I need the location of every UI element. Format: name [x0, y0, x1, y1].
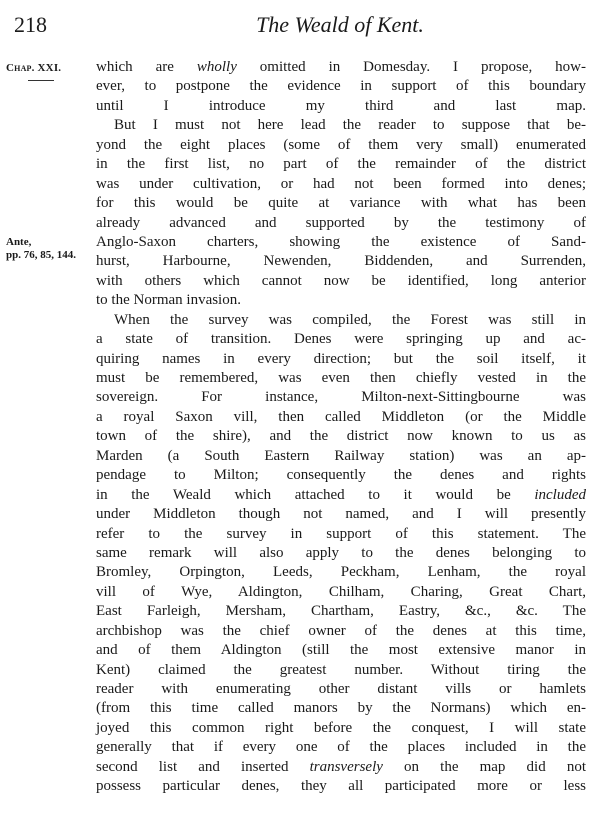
text-line: [96, 116, 586, 135]
text-line: [96, 272, 586, 291]
text-line: [96, 369, 586, 388]
text-line: [96, 97, 586, 116]
text-line: [96, 58, 586, 77]
text-line-segment: Marden (a South Eastern Railway station) was an ap-: [96, 447, 586, 464]
text-line-segment: When the survey was compiled, the Forest was still in: [114, 311, 586, 328]
body-text: [96, 58, 586, 797]
text-line-segment: hurst, Harbourne, Newenden, Biddenden, and Surrenden,: [96, 253, 586, 270]
text-line-segment: (from this time called manors by the Normans) which en-: [96, 700, 586, 717]
ante-margin-note: [6, 236, 90, 262]
text-line-segment: in the first list, no part of the remainder of the district: [96, 156, 586, 173]
text-line: [96, 602, 586, 621]
text-line: [96, 155, 586, 174]
text-line: [96, 330, 586, 349]
text-line-segment: a state of transition. Denes were springing up and ac-: [96, 331, 586, 348]
text-line-segment: joyed this common right before the conquest, I will state: [96, 719, 586, 736]
text-line-segment: under Middleton though not named, and I will presently: [96, 506, 586, 523]
chapter-margin-note: Chap. XXI.: [6, 62, 62, 74]
text-line: [96, 563, 586, 582]
text-line: [96, 777, 586, 796]
text-line: [96, 350, 586, 369]
text-line-segment: quiring names in every direction; but the soil itself, it: [96, 350, 586, 367]
text-line: [96, 758, 586, 777]
text-line: [96, 583, 586, 602]
italic-word: transversely: [309, 758, 383, 775]
text-line: [96, 388, 586, 407]
text-line: [96, 77, 586, 96]
chapter-rule-divider: [28, 80, 54, 81]
text-line-segment: already advanced and supported by the testimony of: [96, 214, 586, 231]
text-line: [96, 447, 586, 466]
italic-word: included: [534, 486, 586, 503]
text-line-segment: with others which cannot now be identified, long anterior: [96, 272, 586, 289]
text-line: [96, 622, 586, 641]
text-line: [96, 408, 586, 427]
text-line: [96, 311, 586, 330]
text-line: [96, 699, 586, 718]
text-line-segment: for this would be quite at variance with what has been: [96, 195, 586, 212]
text-line-segment: a royal Saxon vill, then called Middleton (or the Middle: [96, 408, 586, 425]
text-line: [96, 214, 586, 233]
text-line: [96, 505, 586, 524]
ante-margin-line-2: pp. 76, 85, 144.: [6, 249, 76, 261]
text-line-segment: generally that if every one of the places included in the: [96, 739, 586, 756]
text-line-segment: East Farleigh, Mersham, Chartham, Eastry, &c., &c. The: [96, 603, 586, 620]
text-line-segment: pendage to Milton; consequently the denes and rights: [96, 467, 586, 484]
text-line-segment: archbishop was the chief owner of the denes at this time,: [96, 622, 586, 639]
text-line-segment: Kent) claimed the greatest number. Without tiring the: [96, 661, 586, 678]
text-line-segment: vill of Wye, Aldington, Chilham, Charing, Great Chart,: [96, 583, 586, 600]
text-line-segment: But I must not here lead the reader to suppose that be-: [114, 117, 586, 134]
text-line-segment: sovereign. For instance, Milton-next-Sittingbourne was: [96, 389, 586, 406]
text-line-segment: yond the eight places (some of them very small) enumerated: [96, 136, 586, 153]
text-line: [96, 661, 586, 680]
text-line: [96, 525, 586, 544]
running-title: The Weald of Kent.: [256, 12, 424, 37]
text-line: [96, 175, 586, 194]
text-line: [96, 136, 586, 155]
text-line: [96, 641, 586, 660]
text-line-segment: town of the shire), and the district now known to us as: [96, 428, 586, 445]
text-line: [96, 738, 586, 757]
text-line-segment: which are: [96, 59, 197, 75]
text-line: [96, 194, 586, 213]
ante-margin-line-1: Ante,: [6, 236, 32, 248]
text-line-segment: until I introduce my third and last map.: [96, 97, 586, 114]
text-line-segment: ever, to postpone the evidence in support of this boundary: [96, 78, 586, 95]
text-line: [96, 719, 586, 738]
text-line-segment: in the Weald which attached to it would be: [96, 486, 535, 503]
text-line-segment: second list and inserted: [96, 758, 310, 775]
page-number: 218: [14, 12, 47, 37]
text-line-segment: must be remembered, was even then chiefly vested in the: [96, 370, 586, 386]
text-line: [96, 427, 586, 446]
text-line-segment: and of them Aldington (still the most extensive manor in: [96, 642, 586, 659]
text-line-segment: reader with enumerating other distant vills or hamlets: [96, 681, 586, 697]
text-line-segment: on the map did not: [382, 758, 586, 775]
text-line: [96, 252, 586, 271]
text-line: [96, 680, 586, 699]
text-line-segment: omitted in Domesday. I propose, how-: [236, 59, 586, 75]
text-line: [96, 466, 586, 485]
text-line-segment: Anglo-Saxon charters, showing the existence of Sand-: [96, 233, 586, 250]
text-line: [96, 544, 586, 563]
text-line-segment: Bromley, Orpington, Leeds, Peckham, Lenham, the royal: [96, 564, 586, 581]
text-line-segment: was under cultivation, or had not been formed into denes;: [96, 175, 586, 192]
text-line-segment: possess particular denes, they all participated more or less: [96, 778, 586, 795]
text-line: [96, 486, 586, 505]
text-line-segment: to the Norman invasion.: [96, 292, 241, 309]
text-line-segment: refer to the survey in support of this statement. The: [96, 525, 586, 542]
text-line: [96, 233, 586, 252]
text-line: [96, 291, 586, 310]
text-line-segment: same remark will also apply to the denes belonging to: [96, 544, 586, 561]
italic-word: wholly: [196, 59, 237, 75]
